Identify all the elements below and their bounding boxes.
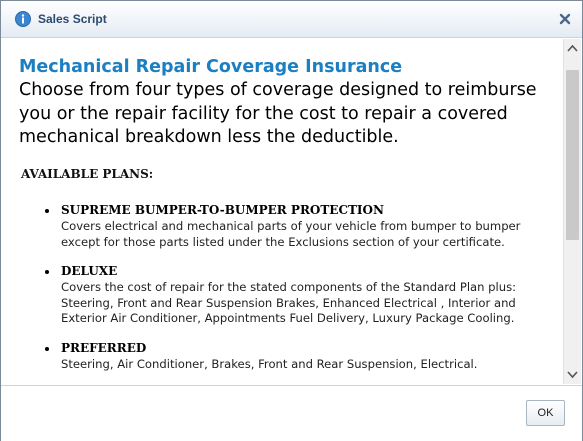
scrollbar-thumb[interactable] <box>566 70 579 240</box>
close-icon[interactable] <box>557 11 573 27</box>
plan-name: SUPREME BUMPER-TO-BUMPER PROTECTION <box>61 203 384 217</box>
dialog-titlebar[interactable] <box>1 1 582 38</box>
dialog-footer <box>1 385 582 441</box>
script-heading: Mechanical Repair Coverage Insurance <box>19 57 403 77</box>
available-plans-label: AVAILABLE PLANS: <box>21 167 154 181</box>
plan-name: PREFERRED <box>61 341 147 355</box>
plan-description: Covers the cost of repair for the stated components of the Standard Plan plus: Steering, Front and Rear Suspension Brakes, Enhanced Electrical , Interior and Exterior Air Conditioner, Appointments Fuel Delivery, Luxury Package Cooling. <box>61 280 517 325</box>
ok-button[interactable]: OK <box>526 400 565 426</box>
plan-description: Steering, Air Conditioner, Brakes, Front and Rear Suspension, Electrical. <box>61 357 478 371</box>
chevron-down-icon[interactable] <box>564 367 581 384</box>
bullet-icon <box>45 270 49 274</box>
plan-description: Covers electrical and mechanical parts of your vehicle from bumper to bumper except for those parts listed under the Exclusions section of your certificate. <box>61 219 521 249</box>
script-intro: Choose from four types of coverage designed to reimburse you or the repair facility for the cost to repair a covered mechanical breakdown less the deductible. <box>19 80 537 147</box>
dialog-title: Sales Script <box>38 12 107 26</box>
plan-name: DELUXE <box>61 264 118 278</box>
bullet-icon <box>45 347 49 351</box>
chevron-up-icon[interactable] <box>564 39 581 56</box>
vertical-scrollbar[interactable] <box>563 39 581 384</box>
script-content[interactable] <box>5 39 563 384</box>
info-icon <box>15 11 31 27</box>
bullet-icon <box>45 209 49 213</box>
